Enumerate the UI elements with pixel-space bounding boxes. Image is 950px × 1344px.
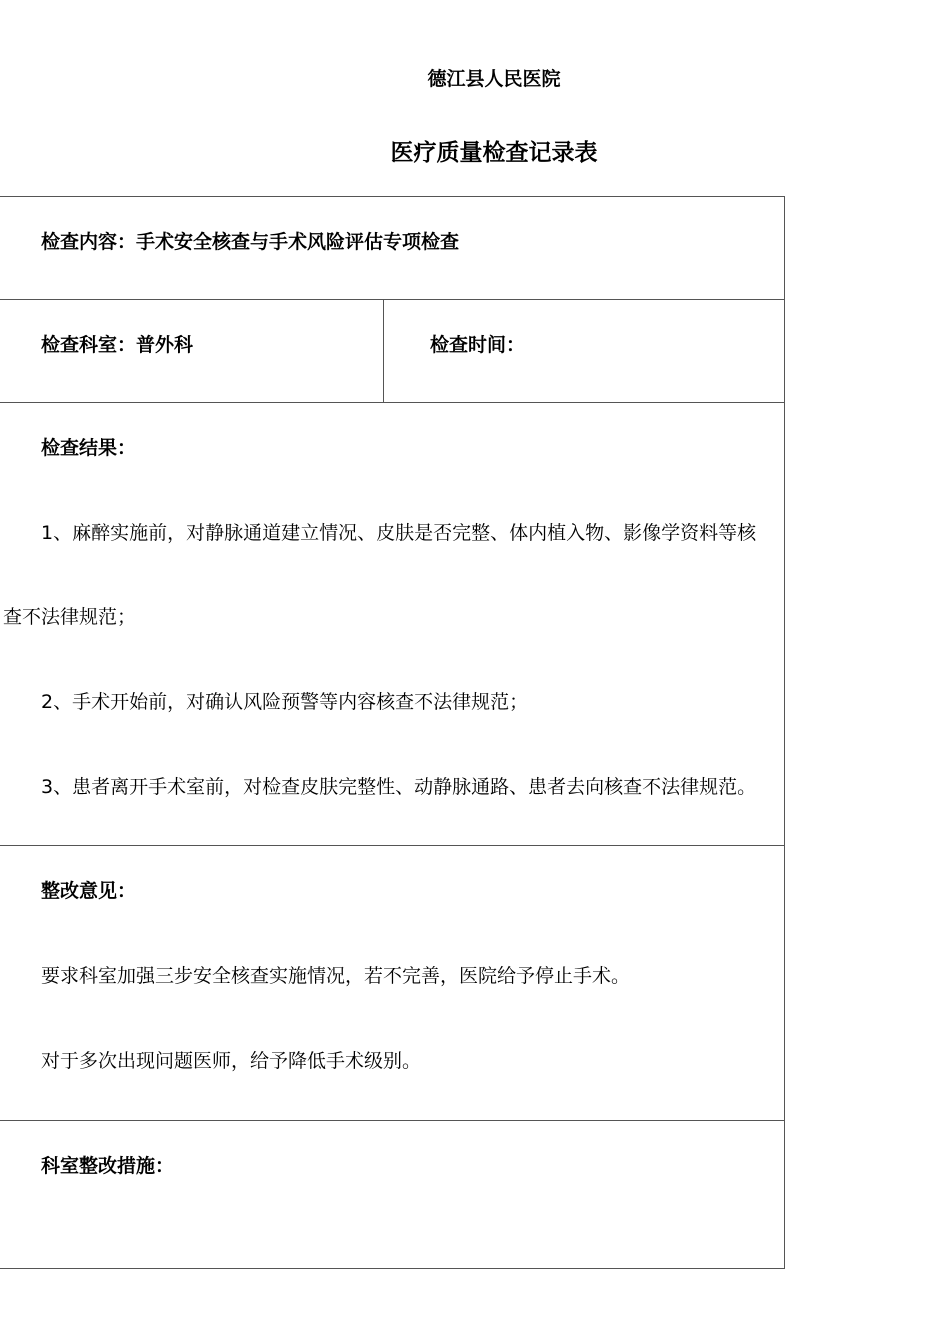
rectification-row xyxy=(0,846,784,1121)
content-value: 手术安全核查与手术风险评估专项检查 xyxy=(136,231,460,253)
department-label: 检查科室： xyxy=(41,334,137,356)
rectification-label: 整改意见： xyxy=(41,880,137,902)
result-item-1-line-2: 查不法律规范； xyxy=(3,606,137,628)
content-field xyxy=(41,230,459,254)
department-value: 普外科 xyxy=(136,334,194,356)
results-row xyxy=(0,403,784,846)
department-field xyxy=(41,333,193,357)
time-label: 检查时间： xyxy=(430,334,526,356)
hospital-name: 德江县人民医院 xyxy=(427,68,561,90)
rectification-line-2: 对于多次出现问题医师，给予降低手术级别。 xyxy=(41,1050,422,1072)
results-label: 检查结果： xyxy=(41,437,137,459)
result-item-1-line-1: 1、麻醉实施前，对静脉通道建立情况、皮肤是否完整、体内植入物、影像学资料等核 xyxy=(41,522,757,544)
measures-row xyxy=(0,1121,784,1269)
content-label: 检查内容： xyxy=(41,231,137,253)
time-field xyxy=(430,333,525,357)
inspection-record-table xyxy=(0,196,785,1269)
column-divider xyxy=(383,300,384,403)
content-row xyxy=(0,197,784,300)
measures-label: 科室整改措施： xyxy=(41,1155,175,1177)
department-time-row xyxy=(0,300,784,403)
rectification-line-1: 要求科室加强三步安全核查实施情况，若不完善，医院给予停止手术。 xyxy=(41,965,631,987)
result-item-2: 2、手术开始前，对确认风险预警等内容核查不法律规范； xyxy=(41,691,529,713)
form-title: 医疗质量检查记录表 xyxy=(390,140,598,166)
result-item-3: 3、患者离开手术室前，对检查皮肤完整性、动静脉通路、患者去向核查不法律规范。 xyxy=(41,776,757,798)
